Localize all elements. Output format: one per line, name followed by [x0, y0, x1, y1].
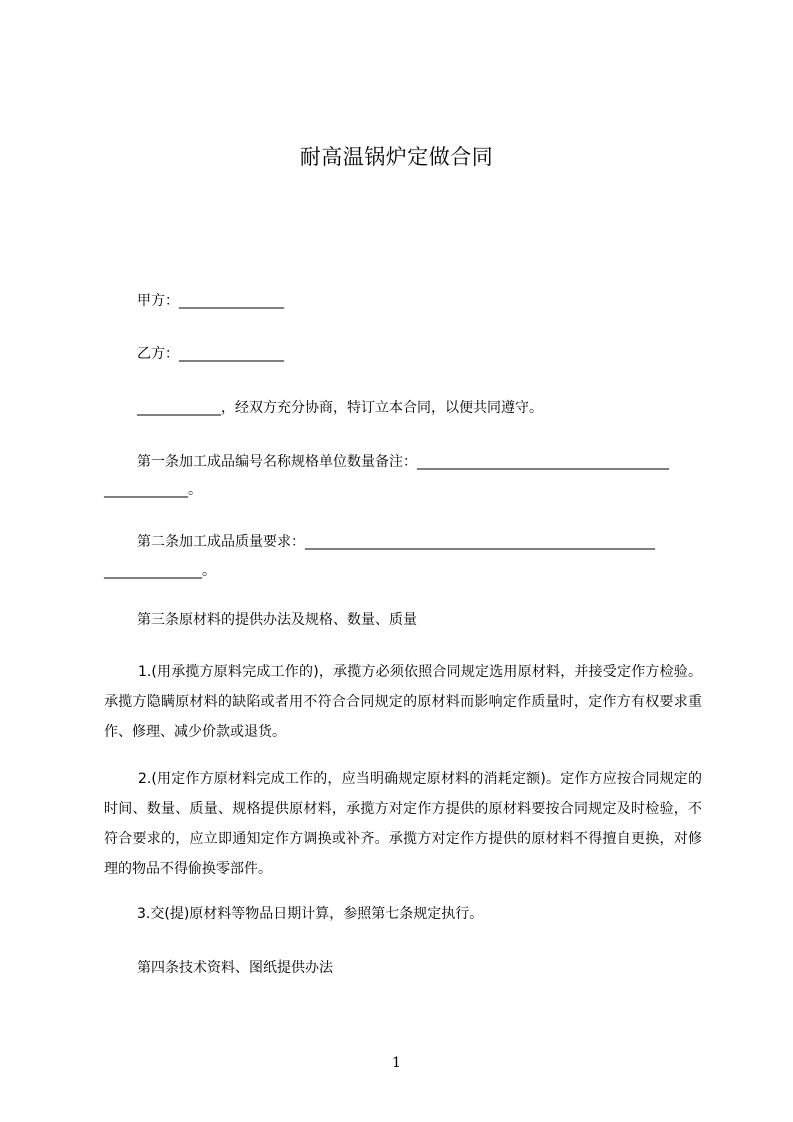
- clause2-line2: ______________。: [104, 563, 216, 579]
- clause2-line1: 第二条加工成品质量要求：__________________________________________________: [137, 534, 655, 550]
- clause3-item2-text: 2.(用定作方原材料完成工作的，应当明确规定原材料的消耗定额)。定作方应按合同规定的时间、数量、质量、规格提供原材料，承揽方对定作方提供的原材料要按合同规定及时检验，不符合要求的，应立即通知定作方调换或补齐。承揽方对定作方提供的原材料不得擅自更换，对修理的物品不得偷换零部件。: [104, 771, 702, 877]
- clause3-item1-text: 1.(用承揽方原料完成工作的)，承揽方必须依照合同规定选用原材料，并接受定作方检验。承揽方隐瞒原材料的缺陷或者用不符合合同规定的原材料而影响定作质量时，定作方有权要求重作、修理、减少价款或退货。: [104, 664, 702, 740]
- party-b-line: 乙方：_______________: [137, 346, 284, 362]
- page-number: 1: [392, 1055, 401, 1071]
- clause1-line1: 第一条加工成品编号名称规格单位数量备注：____________________________________: [137, 454, 669, 470]
- clause3-item1: [104, 657, 702, 747]
- clause3-heading: 第三条原材料的提供办法及规格、数量、质量: [137, 612, 417, 628]
- clause1-line2: ____________。: [104, 482, 202, 498]
- clause3-item3: 3.交(提)原材料等物品日期计算，参照第七条规定执行。: [137, 906, 484, 922]
- intro-line: ____________，经双方充分协商，特订立本合同，以便共同遵守。: [137, 400, 543, 416]
- clause4-heading: 第四条技术资料、图纸提供办法: [137, 960, 333, 976]
- clause3-item2: [104, 764, 702, 884]
- document-title: 耐高温锅炉定做合同: [299, 145, 494, 169]
- party-a-line: 甲方：_______________: [137, 293, 284, 309]
